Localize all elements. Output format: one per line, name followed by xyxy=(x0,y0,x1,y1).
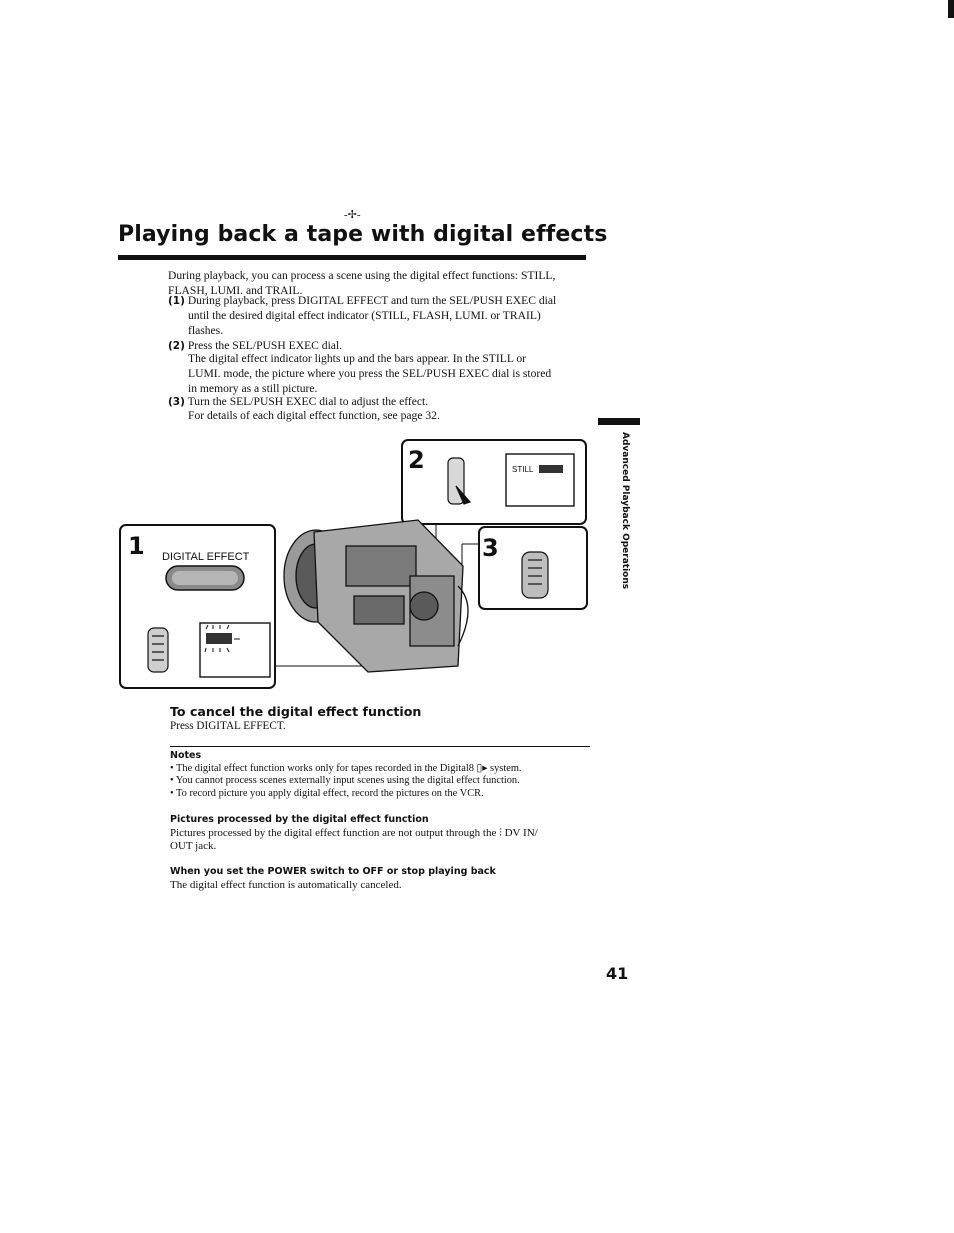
panel-3-number: 3 xyxy=(482,534,499,562)
step-line: flashes. xyxy=(188,324,224,337)
step-1-continued xyxy=(188,308,541,338)
body-line: Pictures processed by the digital effect function are not output through the ⫶ DV IN/ xyxy=(170,827,538,839)
camcorder-illustration xyxy=(118,436,594,692)
body-line: OUT jack. xyxy=(170,840,217,852)
digital-effect-label: DIGITAL EFFECT xyxy=(162,551,250,563)
step-number: (1) xyxy=(168,295,185,307)
notes-rule xyxy=(170,746,590,747)
cancel-heading: To cancel the digital effect function xyxy=(170,704,422,719)
notes-heading: Notes xyxy=(170,750,202,761)
intro-line: FLASH, LUMI. and TRAIL. xyxy=(168,284,303,297)
dial-icon xyxy=(148,628,168,672)
registration-mark: -✢- xyxy=(344,209,361,221)
pictures-processed-heading: Pictures processed by the digital effect function xyxy=(170,814,429,825)
step-1 xyxy=(168,293,556,309)
cancel-body: Press DIGITAL EFFECT. xyxy=(170,720,286,732)
note-item: • The digital effect function works only for tapes recorded in the Digital8 ▯▸ system. xyxy=(170,763,522,774)
step-line: The digital effect indicator lights up and the bars appear. In the STILL or xyxy=(188,352,527,365)
page-title: Playing back a tape with digital effects xyxy=(118,222,608,247)
step-line: in memory as a still picture. xyxy=(188,382,318,395)
panel-2-number: 2 xyxy=(408,446,425,474)
intro-line: During playback, you can process a scene using the digital effect functions: STILL, xyxy=(168,269,556,282)
screen-still-label: STILL xyxy=(512,465,534,474)
panel-2-frame xyxy=(402,440,586,524)
step-line: Press the SEL/PUSH EXEC dial. xyxy=(187,339,343,352)
step-line: LUMI. mode, the picture where you press the SEL/PUSH EXEC dial is stored xyxy=(188,367,552,380)
camcorder-icon xyxy=(284,520,468,672)
step-line: Turn the SEL/PUSH EXEC dial to adjust the effect. xyxy=(187,395,429,408)
corner-mark xyxy=(948,0,954,18)
panel-2-screen xyxy=(506,454,574,506)
note-item: • To record picture you apply digital effect, record the pictures on the VCR. xyxy=(170,788,484,799)
section-tab-label: Advanced Playback Operations xyxy=(620,432,630,590)
step-number: (2) xyxy=(168,340,185,352)
pictures-processed-body xyxy=(170,827,538,853)
page-number: 41 xyxy=(606,964,629,983)
title-rule xyxy=(118,255,586,260)
hand-press-icon xyxy=(448,458,470,504)
power-off-body: The digital effect function is automatically canceled. xyxy=(170,879,402,891)
section-tab-bar xyxy=(598,418,640,425)
panel-1-number: 1 xyxy=(128,532,145,560)
screen-bars-icon xyxy=(539,465,563,473)
step-line: until the desired digital effect indicator (STILL, FLASH, LUMI. or TRAIL) xyxy=(188,309,541,322)
step-number: (3) xyxy=(168,396,185,408)
step-line: During playback, press DIGITAL EFFECT and turn the SEL/PUSH EXEC dial xyxy=(187,294,557,307)
step-2-continued xyxy=(188,351,551,396)
dial-turn-icon xyxy=(522,552,548,598)
power-off-heading: When you set the POWER switch to OFF or stop playing back xyxy=(170,866,496,877)
note-item: • You cannot process scenes externally input scenes using the digital effect function. xyxy=(170,775,520,786)
step-3-continued xyxy=(188,408,440,423)
step-line: For details of each digital effect function, see page 32. xyxy=(188,409,440,422)
panel-1-screen xyxy=(200,623,270,677)
still-indicator-icon xyxy=(206,633,232,644)
